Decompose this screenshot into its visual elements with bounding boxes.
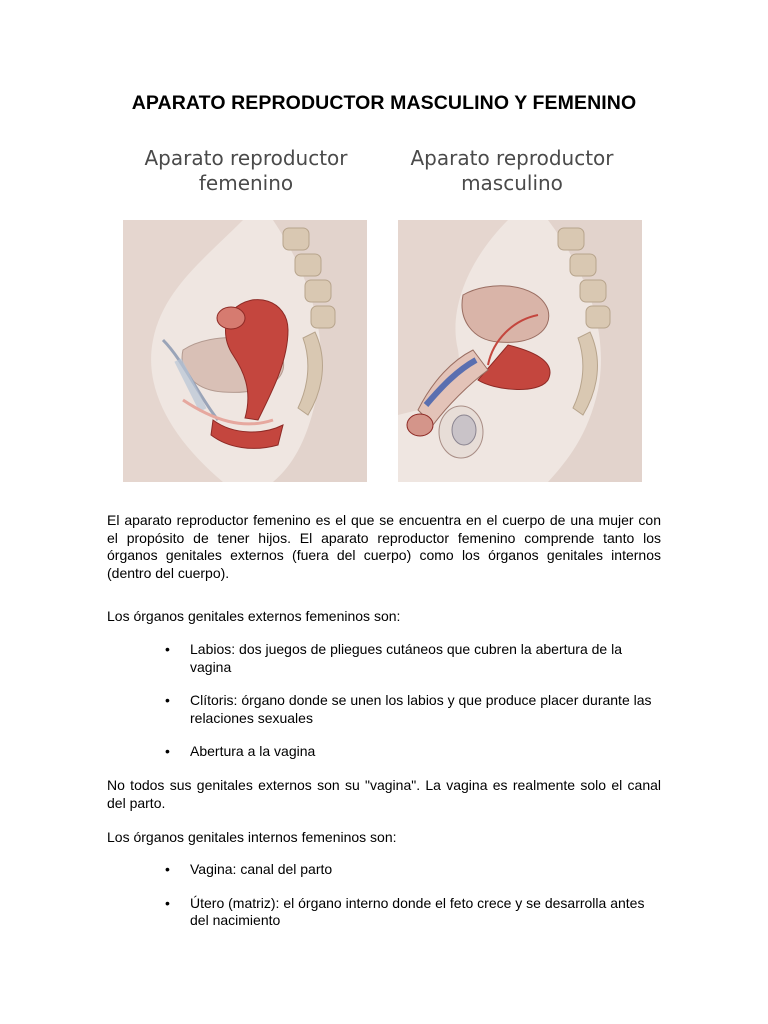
- bullet-icon: •: [165, 894, 170, 911]
- male-anatomy-illustration: [398, 220, 642, 482]
- female-caption-line2: femenino: [198, 171, 294, 195]
- bullet-icon: •: [165, 743, 170, 759]
- external-organs-heading: Los órganos genitales externos femeninos son:: [107, 608, 401, 624]
- list-item-text: Útero (matriz): el órgano interno donde el feto crece y se desarrolla antes del nacimiento: [190, 894, 645, 928]
- female-caption-line1: Aparato reproductor: [144, 146, 348, 170]
- male-figure-caption: [382, 146, 642, 196]
- vagina-note-paragraph: No todos sus genitales externos son su "vagina". La vagina es realmente solo el canal del parto.: [107, 777, 661, 811]
- bullet-icon: •: [165, 692, 170, 708]
- list-item: [165, 861, 665, 879]
- external-organs-list: [165, 641, 665, 761]
- intro-paragraph: El aparato reproductor femenino es el que se encuentra en el cuerpo de una mujer con el propósito de tener hijos. El aparato reproductor femenino comprende tanto los órganos genitales externos (fuera del cuerpo) como los órganos genitales internos (dentro del cuerpo).: [107, 512, 661, 581]
- list-item-text: Clítoris: órgano donde se unen los labios y que produce placer durante las relaciones sexuales: [190, 692, 652, 726]
- male-caption-line1: Aparato reproductor: [410, 146, 614, 170]
- female-figure-caption: [116, 146, 376, 196]
- list-item: [165, 743, 665, 761]
- list-item: [165, 641, 665, 676]
- list-item-text: Labios: dos juegos de pliegues cutáneos que cubren la abertura de la vagina: [190, 641, 622, 675]
- list-item: [165, 895, 665, 930]
- female-anatomy-illustration: [123, 220, 367, 482]
- internal-organs-heading: Los órganos genitales internos femeninos son:: [107, 829, 397, 845]
- bullet-icon: •: [165, 641, 170, 657]
- list-item-text: Abertura a la vagina: [190, 743, 316, 759]
- list-item-text: Vagina: canal del parto: [190, 861, 333, 877]
- male-caption-line2: masculino: [461, 171, 563, 195]
- list-item: [165, 692, 665, 727]
- bullet-icon: •: [165, 861, 170, 877]
- page-title: APARATO REPRODUCTOR MASCULINO Y FEMENINO: [131, 92, 637, 114]
- internal-organs-list: [165, 861, 665, 930]
